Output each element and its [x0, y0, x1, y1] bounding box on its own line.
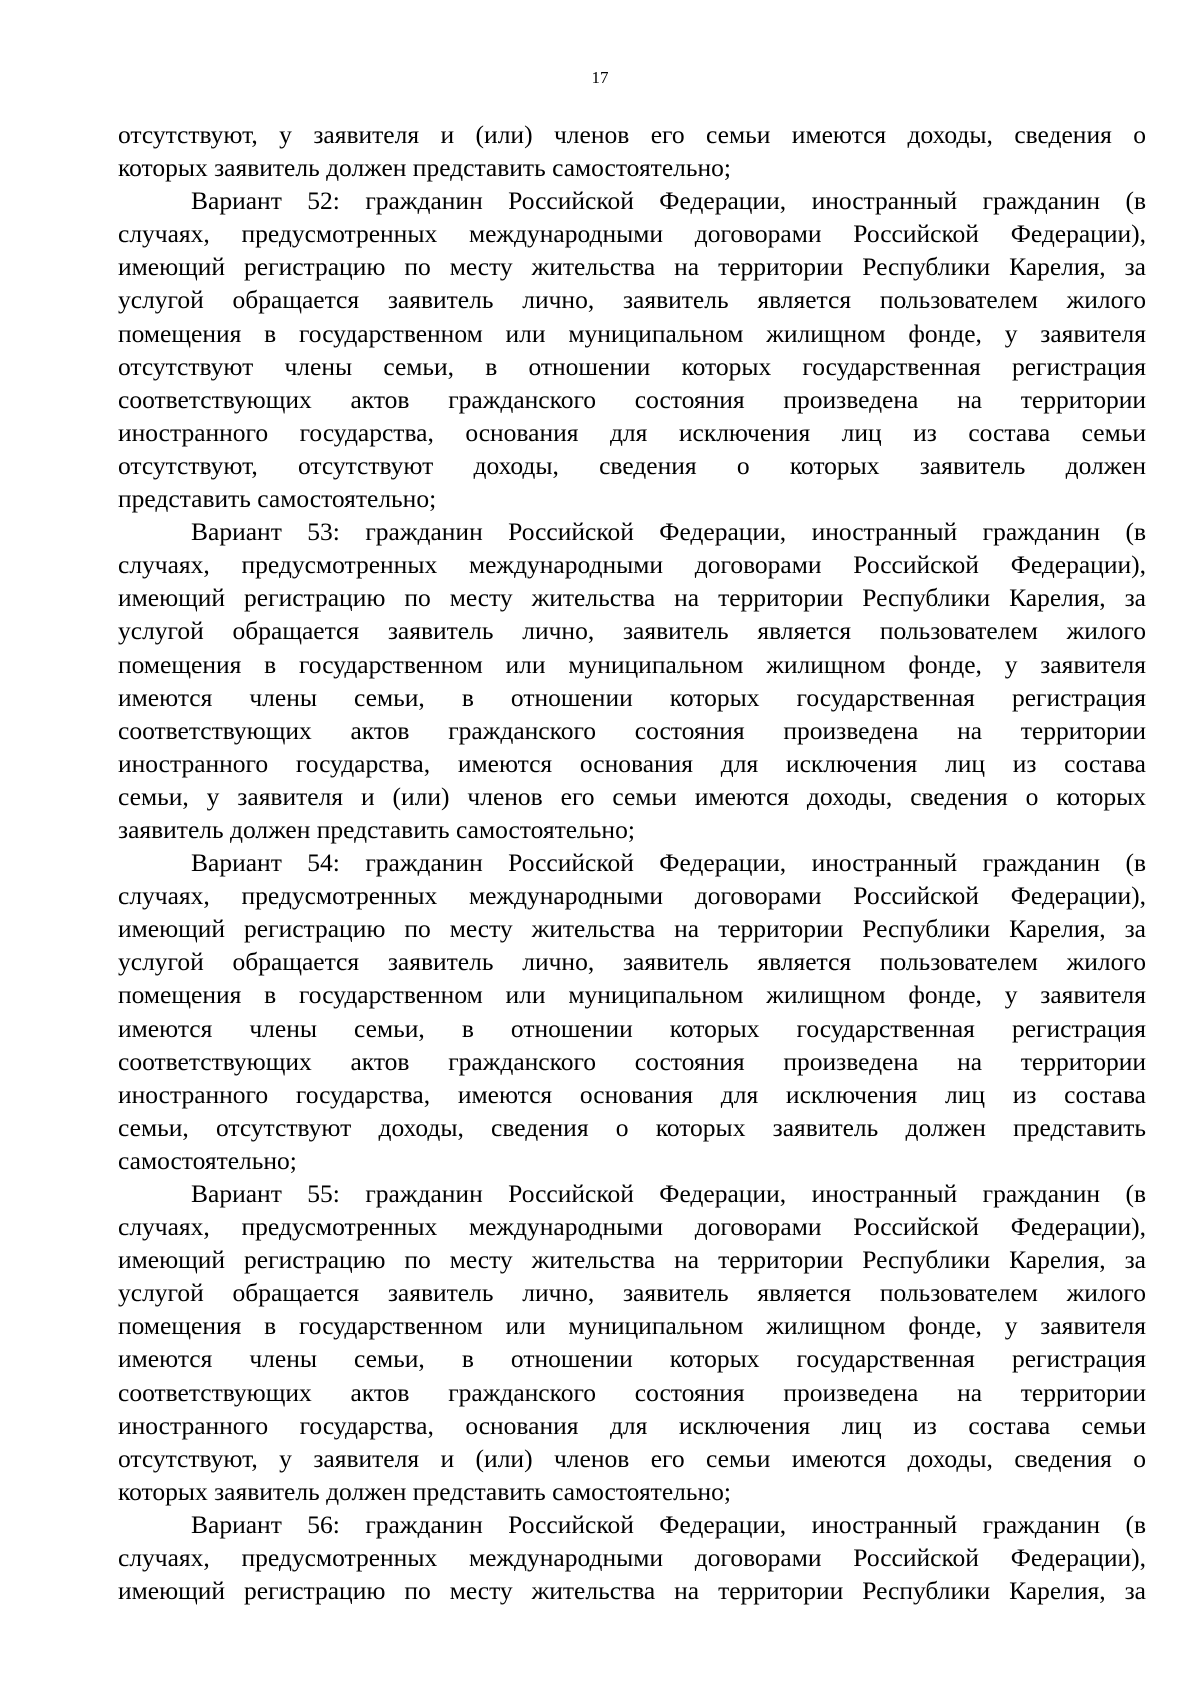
text-line: семьи, у заявителя и (или) членов его семьи имеются доходы, сведения о которых	[118, 781, 1146, 811]
text-line: иностранного государства, основания для исключения лиц из состава семьи	[118, 417, 1146, 447]
document-body	[118, 118, 1146, 1607]
text-line: самостоятельно;	[118, 1145, 297, 1175]
text-line: услугой обращается заявитель лично, заявитель является пользователем жилого	[118, 947, 1146, 977]
text-line: имеются члены семьи, в отношении которых государственная регистрация	[118, 682, 1146, 712]
page-number: 17	[591, 68, 609, 87]
text-line: случаях, предусмотренных международными договорами Российской Федерации),	[118, 550, 1146, 580]
text-line: имеющий регистрацию по месту жительства на территории Республики Карелия, за	[118, 914, 1146, 944]
text-line: соответствующих актов гражданского состояния произведена на территории	[118, 1377, 1146, 1407]
text-line: Вариант 55: гражданин Российской Федерации, иностранный гражданин (в	[191, 1179, 1146, 1208]
text-line: которых заявитель должен представить самостоятельно;	[118, 1476, 731, 1506]
text-line: помещения в государственном или муниципальном жилищном фонде, у заявителя	[118, 649, 1146, 679]
text-line: иностранного государства, имеются основания для исключения лиц из состава	[118, 1079, 1146, 1109]
text-line: услугой обращается заявитель лично, заявитель является пользователем жилого	[118, 616, 1146, 646]
text-line: иностранного государства, имеются основания для исключения лиц из состава	[118, 748, 1146, 778]
text-line: отсутствуют члены семьи, в отношении которых государственная регистрация	[118, 351, 1146, 381]
text-line: семьи, отсутствуют доходы, сведения о которых заявитель должен представить	[118, 1112, 1146, 1142]
text-line: соответствующих актов гражданского состояния произведена на территории	[118, 715, 1146, 745]
text-line: случаях, предусмотренных международными договорами Российской Федерации),	[118, 1543, 1146, 1573]
text-line: имеющий регистрацию по месту жительства на территории Республики Карелия, за	[118, 583, 1146, 613]
text-line: соответствующих актов гражданского состояния произведена на территории	[118, 1046, 1146, 1076]
text-line: Вариант 54: гражданин Российской Федерации, иностранный гражданин (в	[191, 848, 1146, 878]
text-line: помещения в государственном или муниципальном жилищном фонде, у заявителя	[118, 980, 1146, 1010]
text-line: помещения в государственном или муниципальном жилищном фонде, у заявителя	[118, 1311, 1146, 1341]
text-line: случаях, предусмотренных международными договорами Российской Федерации),	[118, 1212, 1146, 1242]
text-line: имеющий регистрацию по месту жительства на территории Республики Карелия, за	[118, 252, 1146, 282]
text-line: заявитель должен представить самостоятельно;	[118, 814, 635, 844]
text-line: Вариант 53: гражданин Российской Федерации, иностранный гражданин (в	[191, 517, 1146, 547]
text-line: отсутствуют, отсутствуют доходы, сведения о которых заявитель должен	[118, 450, 1146, 480]
text-line: представить самостоятельно;	[118, 484, 437, 514]
text-line: которых заявитель должен представить самостоятельно;	[118, 153, 731, 183]
text-line: помещения в государственном или муниципальном жилищном фонде, у заявителя	[118, 318, 1146, 348]
text-line: случаях, предусмотренных международными договорами Российской Федерации),	[118, 881, 1146, 911]
text-line: иностранного государства, основания для исключения лиц из состава семьи	[118, 1410, 1146, 1440]
text-line: услугой обращается заявитель лично, заявитель является пользователем жилого	[118, 285, 1146, 315]
text-line: Вариант 52: гражданин Российской Федерации, иностранный гражданин (в	[191, 186, 1146, 216]
text-line: отсутствуют, у заявителя и (или) членов его семьи имеются доходы, сведения о	[118, 1443, 1146, 1473]
text-line: имеющий регистрацию по месту жительства на территории Республики Карелия, за	[118, 1245, 1146, 1275]
text-line: имеющий регистрацию по месту жительства на территории Республики Карелия, за	[118, 1576, 1146, 1606]
text-line: отсутствуют, у заявителя и (или) членов его семьи имеются доходы, сведения о	[118, 120, 1146, 149]
text-line: соответствующих актов гражданского состояния произведена на территории	[118, 384, 1146, 414]
text-line: имеются члены семьи, в отношении которых государственная регистрация	[118, 1344, 1146, 1374]
text-line: Вариант 56: гражданин Российской Федерации, иностранный гражданин (в	[191, 1509, 1146, 1539]
text-line: услугой обращается заявитель лично, заявитель является пользователем жилого	[118, 1278, 1146, 1308]
text-line: имеются члены семьи, в отношении которых государственная регистрация	[118, 1013, 1146, 1043]
text-line: случаях, предусмотренных международными договорами Российской Федерации),	[118, 219, 1146, 249]
